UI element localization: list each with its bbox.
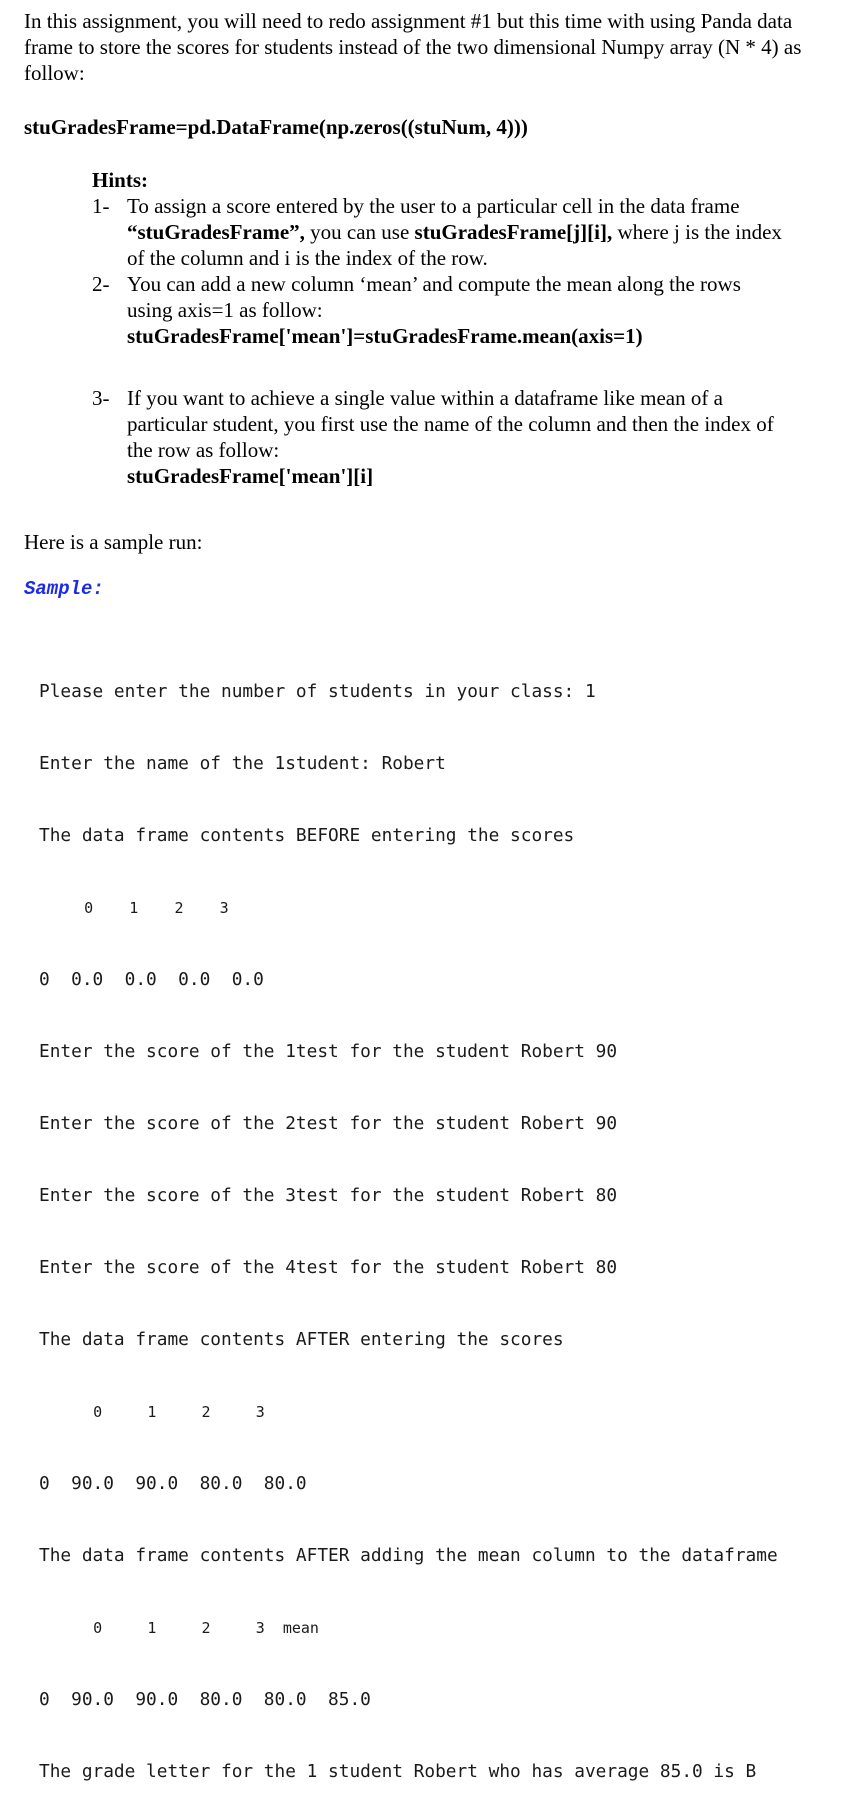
console-line: Enter the score of the 1test for the student Robert 90 <box>39 1041 618 1062</box>
sample-run-text: Here is a sample run: <box>24 530 203 554</box>
hint-bold-code: stuGradesFrame[j][i], <box>414 220 613 244</box>
hint-text-line: You can add a new column ‘mean’ and compute the mean along the rows <box>127 272 741 296</box>
console-line: 0 90.0 90.0 80.0 80.0 85.0 <box>39 1689 371 1710</box>
console-line: 0 1 2 3 <box>39 1403 265 1421</box>
hint-bold-frame-name: “stuGradesFrame”, <box>127 220 305 244</box>
hint-text-line: particular student, you first use the name of the column and then the index of <box>127 412 774 436</box>
hint-item-2 <box>92 271 832 349</box>
hint-text-line: using axis=1 as follow: <box>127 298 323 322</box>
hint-text-line: If you want to achieve a single value within a dataframe like mean of a <box>127 386 723 410</box>
hint-text-line: the row as follow: <box>127 438 280 462</box>
console-line: 0 0.0 0.0 0.0 0.0 <box>39 969 264 990</box>
hint-item-1 <box>92 193 832 271</box>
hints-title: Hints: <box>92 168 149 192</box>
console-line: The data frame contents AFTER adding the mean column to the dataframe <box>39 1545 778 1566</box>
hint-text-line: To assign a score entered by the user to a particular cell in the data frame <box>127 194 740 218</box>
hint-text: you can use <box>304 220 415 244</box>
console-line: The data frame contents AFTER entering the scores <box>39 1329 564 1350</box>
console-line: The grade letter for the 1 student Robert who has average 85.0 is B <box>39 1761 757 1782</box>
hint-text: where j is the index <box>612 220 782 244</box>
hints-section <box>92 167 832 489</box>
console-line: 0 1 2 3 <box>39 899 229 917</box>
console-output <box>39 632 778 1808</box>
hint-item-3 <box>92 385 832 489</box>
hint-text-line: of the column and i is the index of the row. <box>127 246 488 270</box>
dataframe-code-line: stuGradesFrame=pd.DataFrame(np.zeros((stuNum, 4))) <box>24 115 528 139</box>
console-line: Enter the name of the 1student: Robert <box>39 753 446 774</box>
console-line: 0 90.0 90.0 80.0 80.0 <box>39 1473 307 1494</box>
hint-number: 3- <box>92 386 110 410</box>
hint-number: 2- <box>92 272 110 296</box>
console-line: The data frame contents BEFORE entering the scores <box>39 825 575 846</box>
console-line: 0 1 2 3 mean <box>39 1619 319 1637</box>
hint-text-line <box>127 219 832 245</box>
hint-code: stuGradesFrame['mean']=stuGradesFrame.mean(axis=1) <box>127 324 643 348</box>
intro-paragraph: In this assignment, you will need to redo assignment #1 but this time with using Panda data frame to store the scores for students instead of the two dimensional Numpy array (N * 4) as follow: <box>24 9 802 85</box>
console-line: Enter the score of the 4test for the student Robert 80 <box>39 1257 618 1278</box>
console-line: Enter the score of the 2test for the student Robert 90 <box>39 1113 618 1134</box>
intro-section <box>24 8 824 86</box>
console-line: Enter the score of the 3test for the student Robert 80 <box>39 1185 618 1206</box>
console-line: Please enter the number of students in your class: 1 <box>39 681 596 702</box>
hint-number: 1- <box>92 194 110 218</box>
sample-label: Sample: <box>24 578 104 600</box>
hint-code: stuGradesFrame['mean'][i] <box>127 464 374 488</box>
